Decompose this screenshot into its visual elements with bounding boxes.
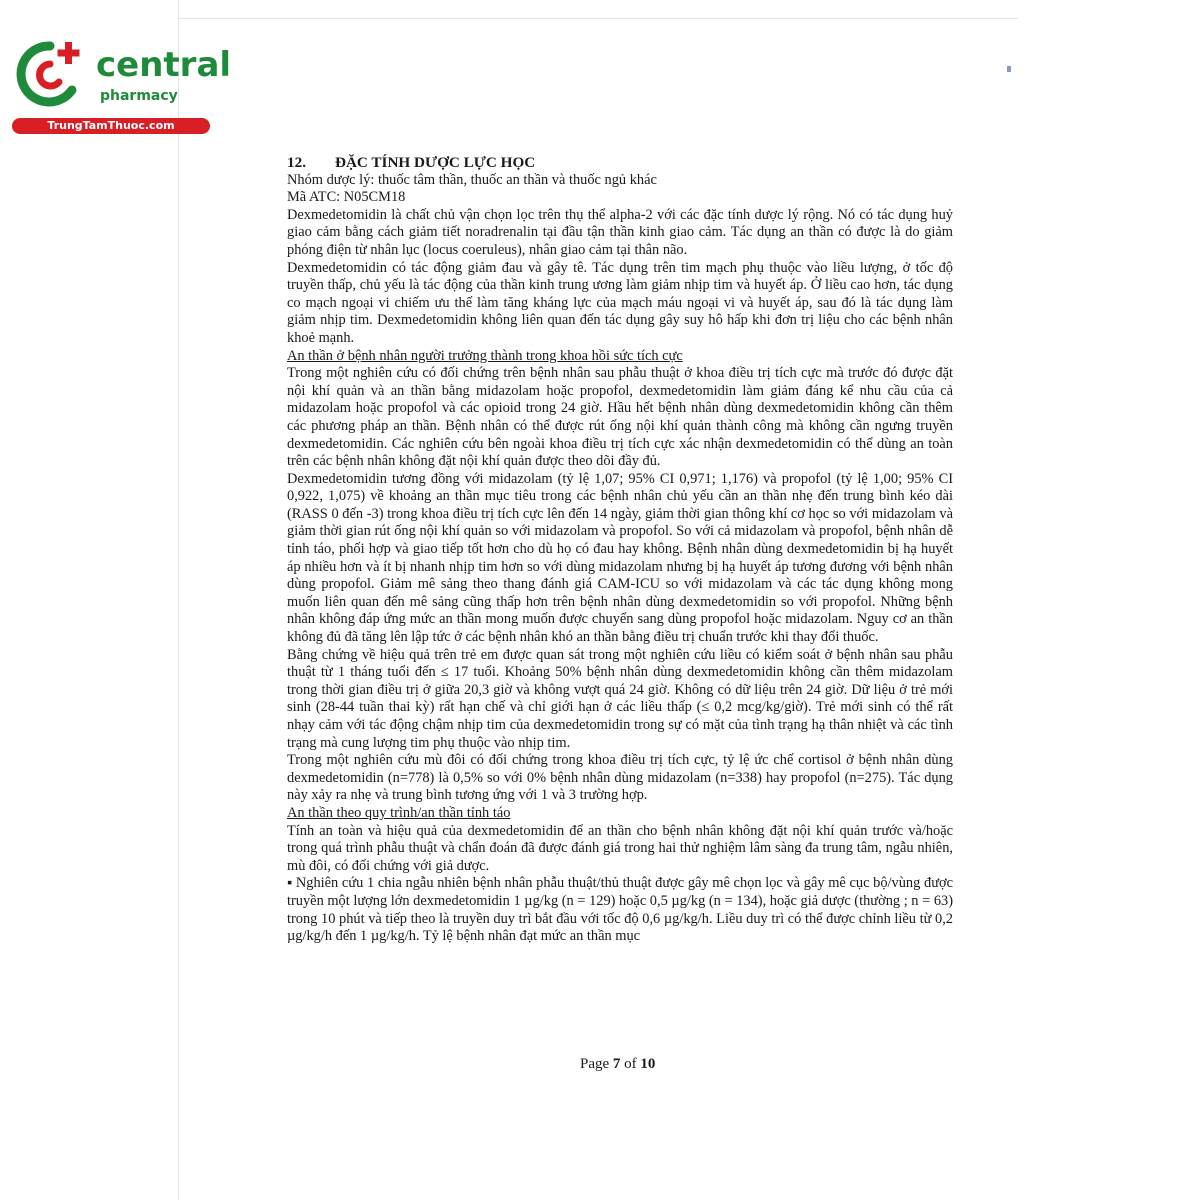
pharmacy-cross-icon [10, 38, 88, 108]
paragraph-procedural-safety: Tính an toàn và hiệu quả của dexmedetomidin để an thần cho bệnh nhân không đặt nội khí quản trước và/hoặc trong quá trình phẫu thuật và chẩn đoán đã được đánh giá trong hai thử nghiệm lâm sàng đa trung tâm, ngẫu nhiên, mù đôi, có đối chứng với giả dược. [287, 822, 953, 874]
subheading-procedural-sedation: An thần theo quy trình/an thần tỉnh táo [287, 804, 511, 821]
paragraph-cortisol: Trong một nghiên cứu mù đôi có đối chứng trong khoa điều trị tích cực, tỷ lệ ức chế cortisol ở bệnh nhân dùng dexmedetomidin (n=778) là 0,5% so với 0% bệnh nhân dùng midazolam (n=338) hay propofol (n=275). Tác dụng này xảy ra nhẹ và trung bình tương ứng với 1 và 3 trường hợp. [287, 752, 953, 804]
paragraph-comparison: Dexmedetomidin tương đồng với midazolam (tỷ lệ 1,07; 95% CI 0,971; 1,176) và propofol (tỷ lệ 1,00; 95% CI 0,922, 1,075) về khoảng an thần mục tiêu trong các bệnh nhân chủ yếu cần an thần nhẹ đến trung bình kéo dài (RASS 0 đến -3) trong khoa điều trị tích cực lên đến 14 ngày, giảm thời gian thông khí cơ học so với midazolam và giảm thời gian rút ống nội khí quản so với midazolam và propofol. So với cả midazolam và propofol, bệnh nhân dễ tỉnh táo, phối hợp và giao tiếp tốt hơn cho dù họ có đau hay không. Bệnh nhân dùng dexmedetomidin bị hạ huyết áp nhiều hơn và ít bị nhanh nhịp tim hơn so với dùng midazolam nhưng bị hạ huyết áp tương đương với bệnh nhân dùng propofol. Giảm mê sảng theo thang đánh giá CAM-ICU so với midazolam và các tác dụng không mong muốn liên quan đến mê sảng cũng thấp hơn trên bệnh nhân dùng dexmedetomidin so với propofol. Những bệnh nhân không đáp ứng mức an thần mong muốn được chuyển sang dùng propofol hoặc midazolam. Nguy cơ an thần không đủ đã tăng lên lập tức ở các bệnh nhân khó an thần bằng điều trị chuẩn trước khi thay đổi thuốc. [287, 470, 953, 646]
paragraph-icu-study: Trong một nghiên cứu có đối chứng trên bệnh nhân sau phẫu thuật ở khoa điều trị tích cực mà trước đó được đặt nội khí quản và an thần bằng midazolam hoặc propofol, dexmedetomidin làm giảm đáng kể nhu cầu của cả midazolam hoặc propofol và các opioid trong 24 giờ. Hầu hết bệnh nhân dùng dexmedetomidin không cần thêm các phương pháp an thần. Bệnh nhân có thể được rút ống nội khí quản thành công mà không cần ngưng truyền dexmedetomidin. Các nghiên cứu bên ngoài khoa điều trị tích cực xác nhận dexmedetomidin có thể dùng an toàn trên các bệnh nhân không đặt nội khí quản được theo dõi đầy đủ. [287, 365, 953, 470]
atc-code-line: Mã ATC: N05CM18 [287, 189, 406, 206]
page-left-edge [178, 0, 179, 1200]
logo-site-banner: TrungTamThuoc.com [12, 118, 210, 134]
document-body [287, 154, 953, 946]
page-total: 10 [640, 1056, 656, 1072]
paragraph-pediatric: Bằng chứng về hiệu quả trên trẻ em được quan sát trong một nghiên cứu liều có kiểm soát ở bệnh nhân sau phẫu thuật từ 1 tháng tuổi đến ≤ 17 tuổi. Khoảng 50% bệnh nhân dùng dexmedetomidin không cần thêm midazolam trong thời gian điều trị ở giữa 20,3 giờ và không vượt quá 24 giờ. Không có dữ liệu trên 24 giờ. Dữ liệu ở trẻ mới sinh (28-44 tuần thai kỳ) rất hạn chế và chỉ giới hạn ở các liều thấp (≤ 0,2 mcg/kg/giờ). Trẻ mới sinh có thể rất nhạy cảm với tác động chậm nhịp tim của dexmedetomidin trong sự có mặt của tình trạng hạ thân nhiệt và các tình trạng mà cung lượng tim phụ thuộc vào nhịp tim. [287, 646, 953, 751]
scan-mark [1007, 66, 1011, 72]
section-number: 12. [287, 154, 306, 171]
logo-brand-text: central [96, 45, 232, 85]
page-current: 7 [612, 1056, 621, 1072]
paragraph-study-1: ▪ Nghiên cứu 1 chia ngẫu nhiên bệnh nhân phẫu thuật/thủ thuật được gây mê chọn lọc và gây mê cục bộ/vùng được truyền một lượng lớn dexmedetomidin 1 µg/kg (n = 129) hoặc 0,5 µg/kg (n = 134), hoặc giả dược (thường ; n = 63) trong 10 phút và tiếp theo là truyền duy trì bắt đầu với tốc độ 0,6 µg/kg/h. Liều duy trì có thể được chỉnh liều từ 0,2 µg/kg/h đến 1 µg/kg/h. Tỷ lệ bệnh nhân đạt mức an thần mục [287, 875, 953, 945]
logo-sub-text: pharmacy [100, 88, 178, 104]
subheading-icu-sedation: An thần ở bệnh nhân người trưởng thành trong khoa hồi sức tích cực [287, 347, 683, 364]
section-heading [287, 154, 953, 172]
central-pharmacy-logo[interactable] [10, 34, 232, 134]
page-top-edge [178, 18, 1018, 19]
paragraph-analgesic: Dexmedetomidin có tác động giảm đau và gây tê. Tác dụng trên tim mạch phụ thuộc vào liều lượng, ở tốc độ truyền thấp, chủ yếu là tác động của thần kinh trung ương làm giảm nhịp tim và huyết áp. Ở liều cao hơn, tác dụng co mạch ngoại vi chiếm ưu thế làm tăng kháng lực của mạch máu ngoại vi và huyết áp, sau đó là tác dụng làm giảm nhịp tim. Dexmedetomidin không liên quan đến tác dụng gây suy hô hấp khi đơn trị liệu cho các bệnh nhân khoẻ mạnh. [287, 259, 953, 346]
of-word: of [624, 1056, 637, 1072]
section-title: ĐẶC TÍNH DƯỢC LỰC HỌC [335, 154, 536, 171]
page-word: Page [580, 1056, 610, 1072]
drug-group-line: Nhóm dược lý: thuốc tâm thần, thuốc an thần và thuốc ngủ khác [287, 171, 657, 188]
paragraph-mechanism: Dexmedetomidin là chất chủ vận chọn lọc trên thụ thể alpha-2 với các đặc tính dược lý rộng. Nó có tác dụng huỷ giao cảm bằng cách giảm tiết noradrenalin tại đầu tận thần kinh giao cảm. Tác dụng an thần có được là do giảm phóng điện từ nhân lục (locus coeruleus), nhân giao cảm tại thân não. [287, 206, 953, 258]
